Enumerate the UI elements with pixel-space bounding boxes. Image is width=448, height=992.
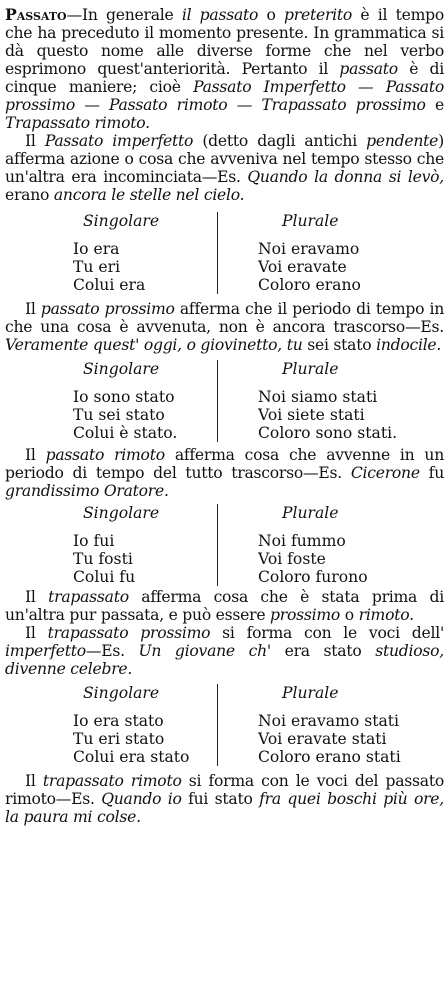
conjugation-table-passato-prossimo xyxy=(5,360,444,442)
column-heading-plurale: Plurale xyxy=(282,212,339,230)
italic-run: trapassato xyxy=(48,588,129,606)
italic-run: ancora le stelle nel cielo. xyxy=(53,186,245,204)
italic-run: trapassato prossimo xyxy=(47,624,211,642)
singolare-column xyxy=(5,504,217,586)
italic-run: passato prossimo xyxy=(40,300,175,318)
italic-run: trapassato rimoto xyxy=(42,772,182,790)
table-row: Noi eravamo stati xyxy=(258,712,400,730)
text-run: afferma cosa che avvenne in un periodo di tempo del tutto trascorso—Es. xyxy=(5,446,445,482)
italic-run: Quando io xyxy=(101,790,182,808)
column-heading-plurale: Plurale xyxy=(282,360,339,378)
italic-run: studioso, divenne celebre. xyxy=(5,642,444,678)
italic-run: Quando la donna si levò, xyxy=(247,168,444,186)
table-row: Tu fosti xyxy=(73,550,133,568)
table-row: Noi eravamo xyxy=(258,240,360,258)
table-row: Coloro erano stati xyxy=(258,748,401,766)
text-run: e xyxy=(425,96,444,114)
text-run: ) afferma azione o cosa che avveniva nel tempo stesso che un'altra era incominciata—Es. xyxy=(5,132,444,186)
paragraph-passato-prossimo xyxy=(5,300,444,354)
paragraph-trapassato xyxy=(5,588,444,624)
text-run: fui stato xyxy=(181,790,260,808)
text-run: si forma con le voci dell' xyxy=(210,624,444,642)
text-run: Il xyxy=(25,772,43,790)
italic-run: prossimo xyxy=(270,606,341,624)
text-run: sei stato xyxy=(302,336,377,354)
paragraph-imperfetto xyxy=(5,132,444,204)
plurale-column xyxy=(217,360,429,442)
text-run: è di cinque maniere; cioè xyxy=(5,60,444,96)
italic-run: rimoto. xyxy=(358,606,414,624)
text-run: —Es. xyxy=(85,642,139,660)
table-row: Io sono stato xyxy=(73,388,175,406)
text-run: erano xyxy=(5,186,54,204)
italic-run: pendente xyxy=(366,132,439,150)
paragraph-passato-rimoto xyxy=(5,446,444,500)
italic-run: Passato imperfetto xyxy=(44,132,194,150)
table-row: Colui è stato. xyxy=(73,424,178,442)
italic-run: Cicerone xyxy=(350,464,420,482)
plurale-column xyxy=(217,212,429,294)
table-row: Voi siete stati xyxy=(258,406,365,424)
singolare-column xyxy=(5,212,217,294)
table-row: Voi eravate xyxy=(258,258,347,276)
table-row: Coloro erano xyxy=(258,276,361,294)
text-run: Il xyxy=(25,624,48,642)
singolare-column xyxy=(5,684,217,766)
table-row: Noi fummo xyxy=(258,532,346,550)
text-run: si forma con le voci del passato rimoto—Es. xyxy=(5,772,444,808)
entry-headword: Passato xyxy=(5,5,67,24)
entry-passato-intro xyxy=(5,6,444,132)
italic-run: Veramente quest' oggi, o giovinetto, tu xyxy=(5,336,303,354)
conjugation-table-imperfetto xyxy=(5,212,444,294)
table-row: Tu eri xyxy=(73,258,121,276)
italic-run: passato xyxy=(339,60,398,78)
table-row: Voi eravate stati xyxy=(258,730,387,748)
italic-run: il passato xyxy=(181,6,259,24)
table-row: Colui era xyxy=(73,276,146,294)
column-heading-singolare: Singolare xyxy=(83,504,160,522)
text-run: —In generale xyxy=(66,6,182,24)
italic-run: imperfetto xyxy=(5,642,86,660)
text-run: era stato xyxy=(270,642,376,660)
table-row: Io fui xyxy=(73,532,115,550)
plurale-column xyxy=(217,684,429,766)
table-row: Coloro sono stati. xyxy=(258,424,398,442)
conjugation-table-passato-rimoto xyxy=(5,504,444,586)
italic-run: passato rimoto xyxy=(45,446,165,464)
table-row: Noi siamo stati xyxy=(258,388,378,406)
plurale-column xyxy=(217,504,429,586)
text-run: Il xyxy=(25,446,46,464)
italic-run: grandissimo Oratore. xyxy=(5,482,169,500)
text-run: o xyxy=(340,606,359,624)
italic-run: preterito xyxy=(284,6,353,24)
table-row: Io era xyxy=(73,240,120,258)
table-row: Tu eri stato xyxy=(73,730,165,748)
paragraph-trapassato-prossimo xyxy=(5,624,444,678)
table-row: Colui fu xyxy=(73,568,136,586)
paragraph-trapassato-rimoto xyxy=(5,772,444,826)
table-row: Colui era stato xyxy=(73,748,190,766)
text-run: Il xyxy=(25,132,45,150)
conjugation-table-trapassato-prossimo xyxy=(5,684,444,766)
table-row: Io era stato xyxy=(73,712,164,730)
italic-run: Trapassato rimoto. xyxy=(5,114,150,132)
text-run: o xyxy=(258,6,285,24)
text-run: Il xyxy=(25,588,49,606)
column-heading-plurale: Plurale xyxy=(282,684,339,702)
text-run: afferma che il periodo di tempo in che una cosa è avvenuta, non è ancora trascorso—Es. xyxy=(5,300,445,336)
singolare-column xyxy=(5,360,217,442)
text-run: (detto dagli antichi xyxy=(193,132,367,150)
column-heading-singolare: Singolare xyxy=(83,360,160,378)
column-heading-plurale: Plurale xyxy=(282,504,339,522)
column-heading-singolare: Singolare xyxy=(83,212,160,230)
italic-run: Un giovane ch' xyxy=(138,642,271,660)
table-row: Coloro furono xyxy=(258,568,368,586)
table-row: Tu sei stato xyxy=(73,406,165,424)
text-run: Il xyxy=(25,300,41,318)
italic-run: fra quei boschi più ore, la paura mi colse. xyxy=(5,790,444,826)
text-run: fu xyxy=(419,464,444,482)
italic-run: indocile. xyxy=(376,336,442,354)
text-run: è il tempo che ha preceduto il momento presente. In grammatica si dà questo nome alle diverse forme che nel verbo esprimono quest'anteriorità. Pertanto il xyxy=(5,6,444,78)
table-row: Voi foste xyxy=(258,550,326,568)
column-heading-singolare: Singolare xyxy=(83,684,160,702)
text-run: afferma cosa che è stata prima di un'altra pur passata, e può essere xyxy=(5,588,444,624)
italic-run: Passato Imperfetto — Passato prossimo — Passato rimoto — Trapassato prossimo xyxy=(5,78,444,114)
